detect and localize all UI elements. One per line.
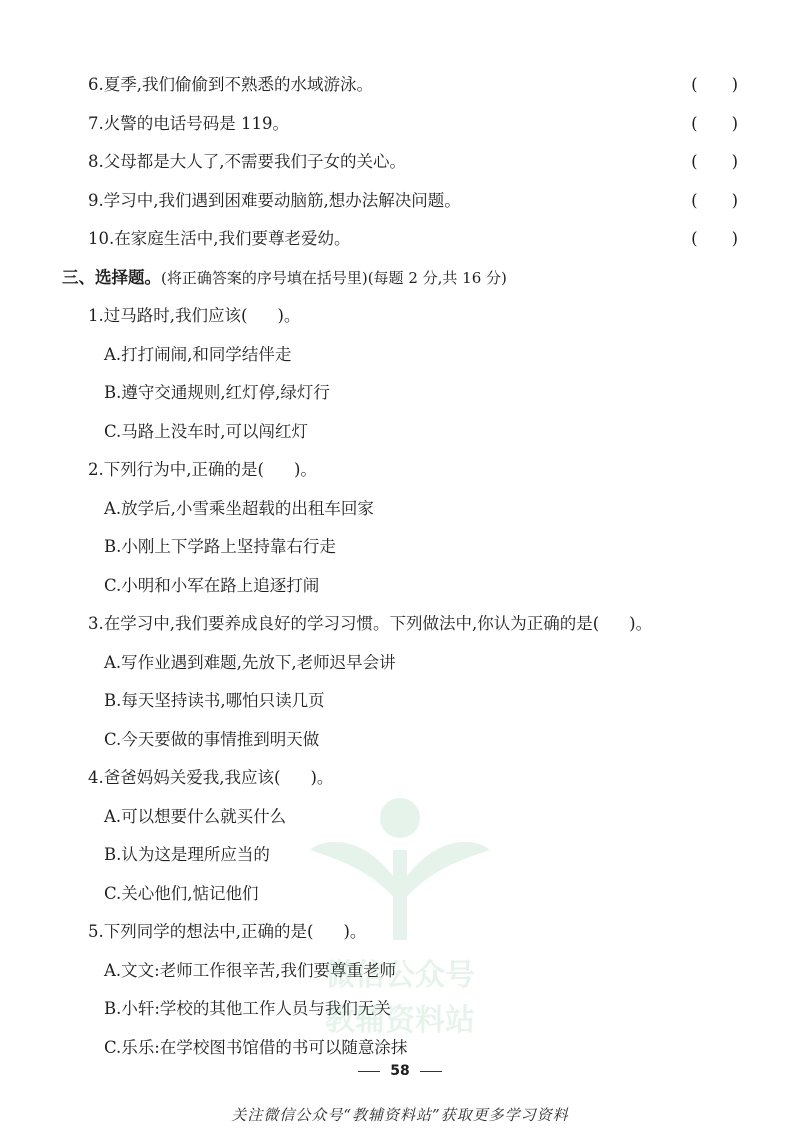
option: B.小轩:学校的其他工作人员与我们无关 (104, 999, 391, 1018)
option: C.关心他们,惦记他们 (104, 884, 259, 903)
option: A.打打闹闹,和同学结伴走 (104, 345, 292, 364)
answer-bracket[interactable]: ( ) (691, 152, 738, 171)
section-title: 三、选择题。 (62, 268, 161, 287)
option: A.可以想要什么就买什么 (104, 807, 287, 826)
question-1: 1.过马路时,我们应该( )。 (88, 306, 301, 325)
option: B.每天坚持读书,哪怕只读几页 (104, 691, 325, 710)
answer-bracket[interactable]: ( ) (691, 114, 738, 133)
tf-item-8 (88, 151, 748, 173)
tf-item-text: 6.夏季,我们偷偷到不熟悉的水域游泳。 (88, 75, 373, 94)
option: C.小明和小军在路上追逐打闹 (104, 576, 320, 595)
option: B.认为这是理所应当的 (104, 845, 270, 864)
option: C.乐乐:在学校图书馆借的书可以随意涂抹 (104, 1038, 408, 1057)
tf-item-text: 10.在家庭生活中,我们要尊老爱幼。 (88, 229, 351, 248)
sprout-icon (300, 790, 500, 940)
tf-item-text: 8.父母都是大人了,不需要我们子女的关心。 (88, 152, 406, 171)
tf-item-text: 9.学习中,我们遇到困难要动脑筋,想办法解决问题。 (88, 191, 461, 210)
question-3: 3.在学习中,我们要养成良好的学习习惯。下列做法中,你认为正确的是( )。 (88, 614, 653, 633)
page-number: 58 (0, 1063, 800, 1079)
watermark-logo (300, 790, 500, 1060)
watermark-line2: 教辅资料站 (325, 1003, 475, 1038)
section-heading (62, 267, 507, 289)
option: A.放学后,小雪乘坐超载的出租车回家 (104, 499, 374, 518)
tf-item-9 (88, 190, 748, 212)
option: B.遵守交通规则,红灯停,绿灯行 (104, 383, 330, 402)
option: C.马路上没车时,可以闯红灯 (104, 422, 309, 441)
question-4: 4.爸爸妈妈关爱我,我应该( )。 (88, 768, 334, 787)
option: C.今天要做的事情推到明天做 (104, 730, 320, 749)
answer-bracket[interactable]: ( ) (691, 229, 738, 248)
option: B.小刚上下学路上坚持靠右行走 (104, 537, 336, 556)
question-2: 2.下列行为中,正确的是( )。 (88, 460, 317, 479)
option: A.写作业遇到难题,先放下,老师迟早会讲 (104, 653, 396, 672)
footer-notice: 关注微信公众号“教辅资料站”获取更多学习资料 (231, 1106, 569, 1124)
section-note: (将正确答案的序号填在括号里)(每题 2 分,共 16 分) (161, 269, 507, 287)
answer-bracket[interactable]: ( ) (691, 191, 738, 210)
tf-item-text: 7.火警的电话号码是 119。 (88, 114, 289, 133)
question-5: 5.下列同学的想法中,正确的是( )。 (88, 922, 367, 941)
option: A.文文:老师工作很辛苦,我们要尊重老师 (104, 961, 396, 980)
tf-item-10 (88, 228, 748, 250)
answer-bracket[interactable]: ( ) (691, 75, 738, 94)
watermark-line1: 微信公众号 (325, 958, 475, 993)
tf-item-6 (88, 74, 748, 96)
tf-item-7 (88, 113, 748, 135)
